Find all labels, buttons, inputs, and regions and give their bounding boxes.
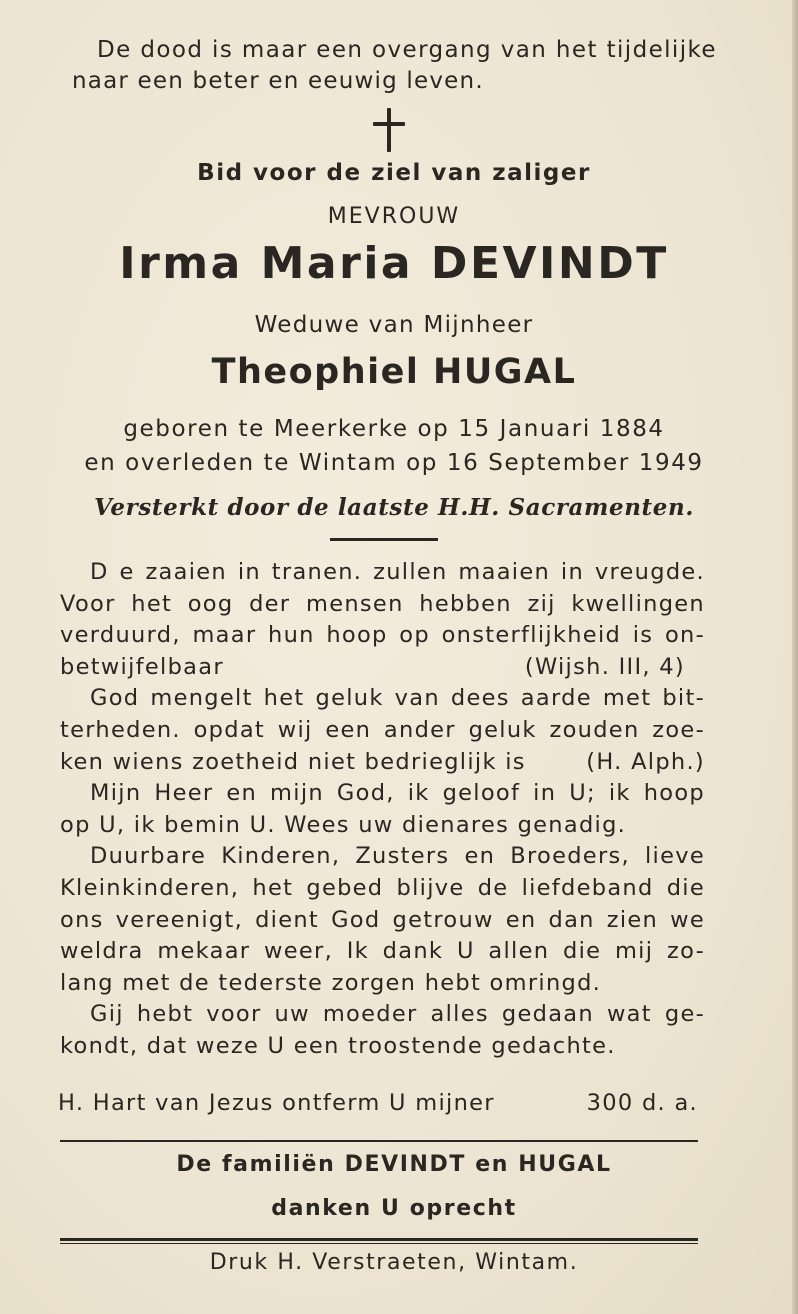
paragraph-1 (60, 557, 705, 683)
text-line: Gij hebt voor uw moeder alles gedaan wat ge- (90, 1001, 705, 1028)
card-edge (792, 0, 798, 1314)
citation: (H. Alph.) (586, 748, 705, 775)
text-line: kondt, dat weze U een troostende gedachte. (60, 1032, 616, 1059)
divider-top (60, 1140, 698, 1142)
text-line: Voor het oog der mensen hebben zij kwellingen (60, 590, 705, 617)
indulgence-text: 300 d. a. (586, 1090, 698, 1116)
text-line (60, 652, 705, 684)
prayer-text: H. Hart van Jezus ontferm U mijner (58, 1090, 495, 1116)
text-line: God mengelt het geluk van dees aarde met bit- (90, 685, 705, 712)
text-line (60, 747, 705, 779)
memorial-text (60, 557, 705, 1063)
paragraph-2 (60, 683, 705, 778)
intro-line-2: naar een beter en eeuwig leven. (72, 68, 484, 94)
text-line: Kleinkinderen, het gebed blijve de liefdeband die (60, 874, 705, 901)
text-line: Duurbare Kinderen, Zusters en Broeders, lieve (90, 843, 705, 870)
text-line: verduurd, maar hun hoop op onsterflijkheid is on- (60, 622, 705, 649)
text-line: D e zaaien in tranen. zullen maaien in vreugde. (90, 559, 705, 585)
cross-icon (373, 108, 405, 154)
divider-bottom-thin (60, 1243, 698, 1244)
closing-prayer (58, 1090, 698, 1116)
thanks-line: danken U oprecht (271, 1196, 517, 1221)
short-divider (330, 538, 438, 541)
relation-text: Weduwe van Mijnheer (254, 312, 534, 338)
text-fragment: ken wiens zoetheid niet bedrieglijk is (60, 748, 526, 775)
title-mevrouw: MEVROUW (327, 204, 461, 229)
text-line: Mijn Heer en mijn God, ik geloof in U; ik hoop (90, 780, 705, 807)
paragraph-3 (60, 778, 705, 841)
text-line: ons vereenigt, dient God getrouw en dan zien we (60, 906, 705, 933)
text-fragment: betwijfelbaar (60, 653, 224, 680)
prayer-request: Bid voor de ziel van zaliger (197, 160, 591, 186)
paragraph-5 (60, 999, 705, 1062)
birth-line: geboren te Meerkerke op 15 Januari 1884 (123, 416, 665, 442)
death-line: en overleden te Wintam op 16 September 1949 (84, 450, 704, 476)
families-line: De familiën DEVINDT en HUGAL (176, 1152, 612, 1177)
text-line: terheden. opdat wij een ander geluk zouden zoe- (60, 716, 705, 743)
deceased-name: Irma Maria DEVINDT (119, 238, 669, 289)
paragraph-4 (60, 841, 705, 999)
text-line: op U, ik bemin U. Wees uw dienares genadig. (60, 811, 627, 838)
spouse-name: Theophiel HUGAL (211, 352, 577, 392)
citation: (Wijsh. III, 4) (524, 653, 685, 680)
text-line: lang met de tederste zorgen hebt omringd. (60, 969, 602, 996)
sacraments-line: Versterkt door de laatste H.H. Sacramenten. (94, 494, 694, 521)
divider-bottom (60, 1238, 698, 1241)
intro-line-1: De dood is maar een overgang van het tijdelijke (97, 37, 717, 63)
text-line: weldra mekaar weer, Ik dank U allen die mij zo- (60, 938, 705, 965)
printer-line: Druk H. Verstraeten, Wintam. (209, 1250, 579, 1275)
